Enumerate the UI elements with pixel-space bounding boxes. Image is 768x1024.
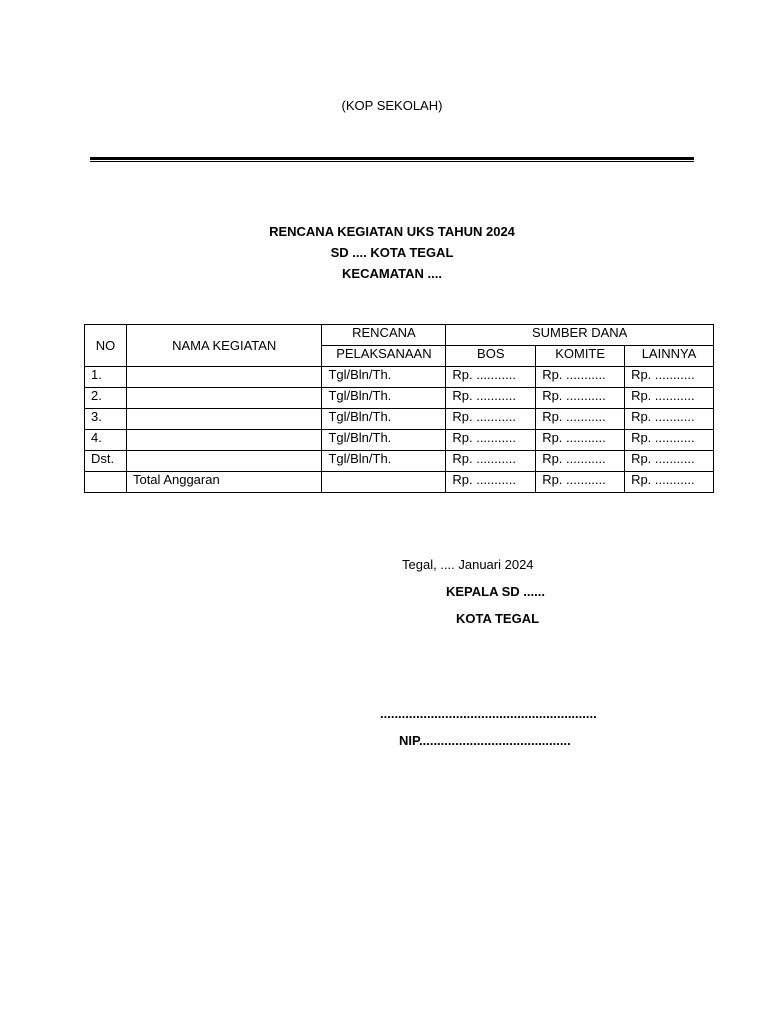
row-lainnya: Rp. ........... [625, 430, 714, 451]
header-pelaksanaan: PELAKSANAAN [322, 346, 446, 367]
row-komite: Rp. ........... [536, 430, 625, 451]
row-no: 1. [85, 367, 127, 388]
row-tgl: Tgl/Bln/Th. [322, 451, 446, 472]
row-tgl: Tgl/Bln/Th. [322, 409, 446, 430]
row-komite: Rp. ........... [536, 367, 625, 388]
school-name: SD .... KOTA TEGAL [330, 245, 454, 260]
total-lainnya: Rp. ........... [625, 472, 714, 493]
table-row [85, 451, 714, 472]
row-nama [126, 388, 321, 409]
header-sumber-dana: SUMBER DANA [446, 325, 714, 346]
header-komite: KOMITE [536, 346, 625, 367]
row-no: 4. [85, 430, 127, 451]
row-bos: Rp. ........... [446, 388, 536, 409]
row-no: 2. [85, 388, 127, 409]
total-bos: Rp. ........... [446, 472, 536, 493]
row-nama [126, 367, 321, 388]
place-date: Tegal, .... Januari 2024 [402, 557, 534, 572]
row-komite: Rp. ........... [536, 451, 625, 472]
row-tgl: Tgl/Bln/Th. [322, 430, 446, 451]
header-nama-kegiatan: NAMA KEGIATAN [126, 325, 321, 367]
row-tgl: Tgl/Bln/Th. [322, 367, 446, 388]
row-nama [126, 409, 321, 430]
row-bos: Rp. ........... [446, 409, 536, 430]
row-bos: Rp. ........... [446, 367, 536, 388]
table-row [85, 367, 714, 388]
header-lainnya: LAINNYA [625, 346, 714, 367]
row-lainnya: Rp. ........... [625, 367, 714, 388]
row-nama [126, 451, 321, 472]
header-rule-thick [90, 157, 694, 160]
signatory-nip: NIP.......................................... [399, 733, 571, 748]
total-row [85, 472, 714, 493]
table-row [85, 409, 714, 430]
table-row [85, 388, 714, 409]
row-no: 3. [85, 409, 127, 430]
header-bos: BOS [446, 346, 536, 367]
district-name: KECAMATAN .... [342, 266, 442, 281]
signature-name-line: ............................................................ [380, 706, 597, 721]
row-no: Dst. [85, 451, 127, 472]
row-lainnya: Rp. ........... [625, 388, 714, 409]
header-rule-thin [90, 161, 694, 162]
header-no: NO [85, 325, 127, 367]
kop-sekolah: (KOP SEKOLAH) [341, 98, 443, 113]
total-komite: Rp. ........... [536, 472, 625, 493]
row-lainnya: Rp. ........... [625, 409, 714, 430]
activity-plan-table [84, 324, 714, 493]
signatory-city: KOTA TEGAL [456, 611, 540, 626]
row-nama [126, 430, 321, 451]
total-no [85, 472, 127, 493]
document-title: RENCANA KEGIATAN UKS TAHUN 2024 [269, 224, 515, 239]
header-rencana: RENCANA [322, 325, 446, 346]
total-tgl [322, 472, 446, 493]
row-lainnya: Rp. ........... [625, 451, 714, 472]
row-bos: Rp. ........... [446, 451, 536, 472]
row-bos: Rp. ........... [446, 430, 536, 451]
total-label: Total Anggaran [126, 472, 321, 493]
table-row [85, 430, 714, 451]
row-komite: Rp. ........... [536, 409, 625, 430]
signatory-position: KEPALA SD ...... [446, 584, 545, 599]
row-komite: Rp. ........... [536, 388, 625, 409]
row-tgl: Tgl/Bln/Th. [322, 388, 446, 409]
